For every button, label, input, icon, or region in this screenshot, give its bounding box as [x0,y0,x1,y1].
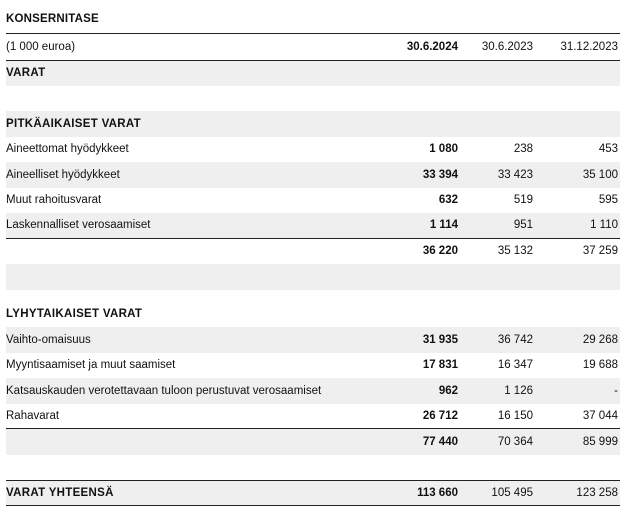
balance-sheet-table [6,4,620,506]
row-label: Aineelliset hyödykkeet [6,168,120,181]
row-value-2024: 17 831 [422,359,458,372]
spacer-row [6,264,620,290]
row-value-2023-h1: 16 150 [497,409,533,422]
table-row [6,213,620,239]
row-value-2023-h1: 519 [513,194,533,207]
non-current-heading: PITKÄAIKAISET VARAT [6,117,141,130]
total-value-2023-fy: 85 999 [582,435,618,448]
table-row [6,188,620,214]
table-row [6,353,620,379]
grand-total-row [6,480,620,506]
grand-total-label: VARAT YHTEENSÄ [6,487,114,499]
row-value-2023-h1: 238 [513,143,533,156]
header-col-2023-h1: 30.6.2023 [481,41,533,53]
total-value-2023-h1: 70 364 [497,435,533,448]
header-row [6,33,620,60]
row-value-2024: 1 114 [429,219,458,232]
row-value-2023-fy: 29 268 [582,333,618,346]
total-value-2024: 36 220 [422,245,458,258]
row-value-2023-h1: 1 126 [504,384,533,397]
table-title-row [6,4,620,33]
total-value-2023-h1: 35 132 [497,245,533,258]
row-value-2023-fy: 35 100 [582,168,618,181]
table-row [6,137,620,163]
row-label: Muut rahoitusvarat [6,194,102,207]
total-value-2023-fy: 37 259 [582,245,618,258]
row-label: Rahavarat [6,409,60,422]
row-label: Katsauskauden verotettavaan tuloon perustuvat verosaamiset [6,384,322,397]
current-heading: LYHYTAIKAISET VARAT [6,308,143,321]
current-total-row [6,429,620,455]
row-value-2023-fy: 595 [598,194,618,207]
row-value-2023-h1: 33 423 [497,168,533,181]
row-label: Aineettomat hyödykkeet [6,143,129,156]
row-label: Laskennalliset verosaamiset [6,219,151,232]
row-value-2024: 962 [438,384,458,397]
current-heading-row [6,302,620,328]
row-value-2023-fy: 37 044 [582,409,618,422]
row-value-2023-h1: 36 742 [497,333,533,346]
row-value-2024: 632 [438,194,458,207]
row-value-2024: 33 394 [422,168,458,181]
row-label: Myyntisaamiset ja muut saamiset [6,359,176,372]
row-value-2024: 1 080 [429,143,458,156]
row-value-2023-fy: 19 688 [582,359,618,372]
row-value-2023-fy: 1 110 [590,219,618,232]
row-label: Vaihto-omaisuus [6,333,91,346]
row-value-2024: 31 935 [422,333,458,346]
total-value-2024: 77 440 [422,435,458,448]
spacer-row [6,86,620,112]
spacer-row [6,455,620,481]
grand-total-value-2023-h1: 105 495 [491,487,533,499]
row-value-2023-fy: - [614,384,618,397]
header-col-2023-fy: 31.12.2023 [560,41,618,53]
grand-total-value-2024: 113 660 [417,487,458,499]
unit-label: (1 000 euroa) [6,41,76,53]
non-current-total-row [6,239,620,265]
table-row [6,404,620,430]
section-assets-row [6,60,620,86]
row-value-2024: 26 712 [422,409,458,422]
row-value-2023-fy: 453 [598,143,618,156]
header-col-2024: 30.6.2024 [406,41,458,53]
section-assets-label: VARAT [6,67,46,80]
row-value-2023-h1: 951 [513,219,533,232]
non-current-heading-row [6,111,620,137]
table-title: KONSERNITASE [6,12,99,25]
row-value-2023-h1: 16 347 [497,359,533,372]
table-row [6,327,620,353]
spacer-row [6,290,620,302]
table-row [6,162,620,188]
grand-total-value-2023-fy: 123 258 [576,487,618,499]
table-row [6,378,620,404]
